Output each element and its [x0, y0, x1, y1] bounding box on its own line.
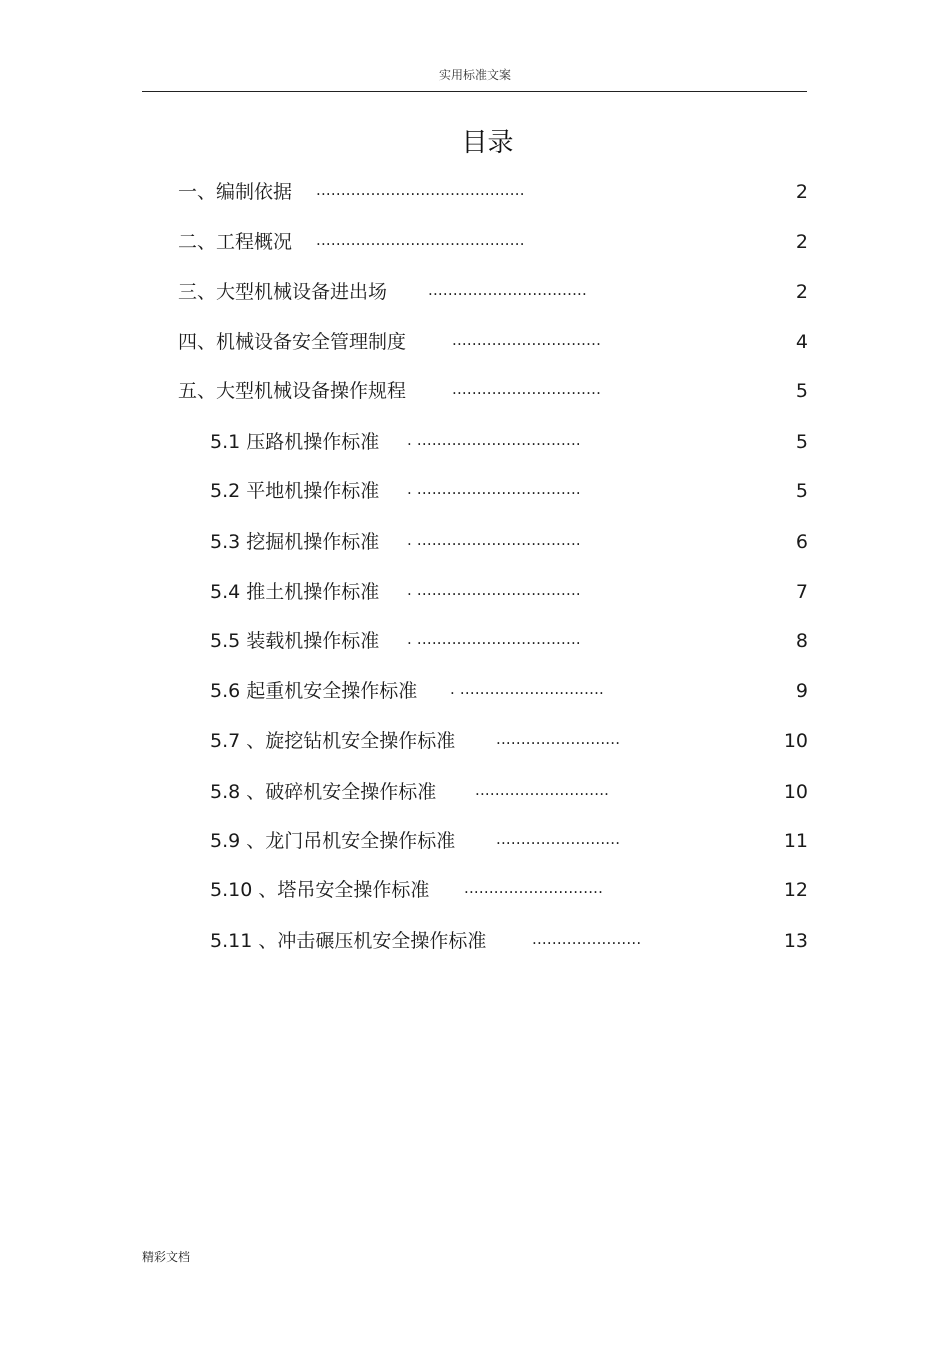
page-footer-text: 精彩文档: [142, 1250, 191, 1264]
toc-entry[interactable]: [210, 676, 808, 706]
toc-entry[interactable]: [178, 227, 808, 257]
toc-entry-label: 5.2 平地机操作标准: [210, 480, 380, 502]
toc-entry-leader: ............................: [464, 879, 604, 897]
toc-entry-leader: ................................: [428, 281, 587, 299]
toc-entry[interactable]: [210, 527, 808, 557]
page-header-text: 实用标准文案: [438, 68, 511, 82]
toc-entry[interactable]: [178, 327, 808, 357]
toc-entry-page: 7: [795, 581, 808, 603]
toc-entry-label: 5.4 推土机操作标准: [210, 581, 380, 603]
toc-entry-label: 一、编制依据: [178, 181, 293, 203]
toc-entry-page: 5: [795, 431, 808, 453]
toc-entry[interactable]: [178, 177, 808, 207]
toc-entry-page: 10: [783, 730, 808, 752]
toc-entry-page: 8: [795, 630, 808, 652]
toc-entry-leader: . .................................: [407, 480, 581, 498]
toc-entry-leader: . .............................: [450, 680, 605, 698]
toc-entry-page: 9: [795, 680, 808, 702]
toc-entry-label: 5.5 装载机操作标准: [210, 630, 380, 652]
toc-entry-label: 五、大型机械设备操作规程: [178, 380, 407, 402]
toc-entry-page: 2: [795, 181, 808, 203]
toc-entry[interactable]: [210, 875, 808, 905]
toc-entry[interactable]: [210, 726, 808, 756]
toc-entry-page: 6: [795, 531, 808, 553]
toc-entry-label: 5.10 、塔吊安全操作标准: [210, 879, 430, 901]
toc-entry[interactable]: [210, 826, 808, 856]
toc-entry-label: 三、大型机械设备进出场: [178, 281, 388, 303]
toc-entry-page: 12: [783, 879, 808, 901]
toc-entry-page: 13: [783, 930, 808, 952]
toc-entry-label: 5.3 挖掘机操作标准: [210, 531, 380, 553]
toc-entry-label: 5.6 起重机安全操作标准: [210, 680, 418, 702]
toc-entry-page: 4: [795, 331, 808, 353]
toc-entry-leader: .........................: [496, 730, 621, 748]
toc-entry-page: 2: [795, 281, 808, 303]
toc-entry-leader: ......................: [532, 930, 642, 948]
toc-entry-page: 2: [795, 231, 808, 253]
toc-entry[interactable]: [210, 926, 808, 956]
toc-entry-label: 5.8 、破碎机安全操作标准: [210, 781, 437, 803]
toc-entry-leader: . .................................: [407, 531, 581, 549]
toc-entry-label: 5.11 、冲击碾压机安全操作标准: [210, 930, 487, 952]
toc-entry-page: 11: [783, 830, 808, 852]
toc-entry-leader: ...........................: [475, 781, 610, 799]
toc-entry-label: 四、机械设备安全管理制度: [178, 331, 407, 353]
toc-entry-page: 5: [795, 380, 808, 402]
toc-entry-leader: ..........................................: [316, 231, 525, 249]
toc-title: 目录: [461, 128, 514, 158]
toc-entry-page: 5: [795, 480, 808, 502]
toc-entry[interactable]: [210, 777, 808, 807]
toc-entry-page: 10: [783, 781, 808, 803]
toc-entry[interactable]: [210, 626, 808, 656]
toc-entry-leader: . .................................: [407, 630, 581, 648]
toc-entry-leader: ..............................: [452, 331, 602, 349]
toc-entry[interactable]: [178, 376, 808, 406]
toc-entry-leader: . .................................: [407, 431, 581, 449]
toc-entry-leader: .........................: [496, 830, 621, 848]
toc-entry-label: 5.7 、旋挖钻机安全操作标准: [210, 730, 456, 752]
toc-entry[interactable]: [178, 277, 808, 307]
toc-entry[interactable]: [210, 476, 808, 506]
toc-entry-leader: ..............................: [452, 380, 602, 398]
toc-entry-label: 5.1 压路机操作标准: [210, 431, 380, 453]
toc-entry-label: 二、工程概况: [178, 231, 293, 253]
toc-entry[interactable]: [210, 427, 808, 457]
toc-entry-leader: . .................................: [407, 581, 581, 599]
toc-entry[interactable]: [210, 577, 808, 607]
toc-entry-leader: ..........................................: [316, 181, 525, 199]
toc-entry-label: 5.9 、龙门吊机安全操作标准: [210, 830, 456, 852]
